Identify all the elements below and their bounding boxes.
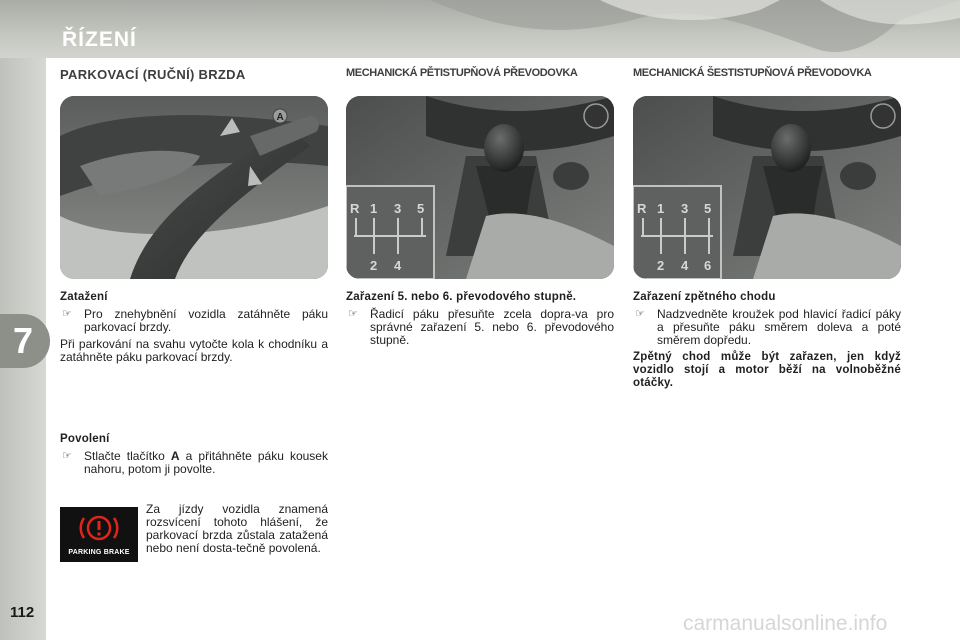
gear-r: R [637, 201, 647, 216]
six-speed-bullet [633, 308, 901, 347]
reverse-warning: Zpětný chod může být zařazen, jen když vozidlo stojí a motor běží na volnoběžné otáčky. [633, 351, 901, 389]
parking-brake-photo [60, 96, 328, 279]
tightening-block [60, 291, 328, 364]
button-a-label: A [276, 112, 284, 123]
heading-six-speed: MECHANICKÁ ŠESTISTUPŇOVÁ PŘEVODOVKA [633, 67, 872, 79]
release-title: Povolení [60, 433, 110, 445]
gear-r: R [350, 201, 360, 216]
gear-5: 5 [417, 201, 425, 216]
release-bullet [60, 450, 328, 476]
five-speed-photo [346, 96, 614, 279]
tightening-bullet-text: Pro znehybnění vozidla zatáhněte páku parkovací brzdy. [84, 307, 328, 334]
release-bullet-pre: Stlačte tlačítko [84, 449, 171, 463]
six-speed-block [633, 291, 901, 390]
section-title: ŘÍZENÍ [62, 28, 137, 51]
gear-4: 4 [681, 258, 689, 273]
page-number: 112 [10, 604, 35, 621]
gear-3: 3 [681, 201, 689, 216]
chapter-number: 7 [13, 320, 34, 361]
bullet-hand-icon: ☞ [62, 308, 72, 320]
five-speed-title: Zařazení 5. nebo 6. převodového stupně. [346, 291, 577, 303]
gear-3: 3 [394, 201, 402, 216]
heading-parking-brake: PARKOVACÍ (RUČNÍ) BRZDA [60, 67, 246, 82]
release-block [60, 433, 328, 480]
six-speed-title: Zařazení zpětného chodu [633, 291, 776, 303]
gear-4: 4 [394, 258, 402, 273]
tightening-paragraph: Při parkování na svahu vytočte kola k chodníku a zatáhněte páku parkovací brzdy. [60, 337, 328, 364]
release-bullet-post: a přitáhněte páku kousek nahoru, potom ji povolte. [84, 449, 328, 476]
watermark: carmanualsonline.info [683, 612, 888, 635]
parking-brake-warning-icon [60, 507, 138, 562]
gear-6: 6 [704, 258, 712, 273]
parking-brake-label: PARKING BRAKE [68, 549, 130, 556]
gear-2: 2 [370, 258, 378, 273]
heading-five-speed: MECHANICKÁ PĚTISTUPŇOVÁ PŘEVODOVKA [346, 67, 578, 79]
tightening-bullet [60, 308, 328, 334]
bullet-hand-icon: ☞ [348, 308, 358, 320]
header-band [0, 0, 960, 58]
header-decoration [0, 0, 960, 58]
tightening-title: Zatažení [60, 291, 108, 303]
warning-text: Za jízdy vozidla znamená rozsvícení tohoto hlášení, že parkovací brzda zůstala zatažená nebo není dosta-tečně povolená. [146, 502, 328, 555]
bullet-hand-icon: ☞ [635, 308, 645, 320]
six-speed-bullet-text: Nadzvedněte kroužek pod hlavicí řadicí páky a přesuňte páku směrem doleva a poté směrem dopředu. [657, 307, 901, 347]
gear-1: 1 [370, 201, 378, 216]
bullet-hand-icon: ☞ [62, 450, 72, 462]
gear-1: 1 [657, 201, 665, 216]
five-speed-block [346, 291, 614, 351]
gear-2: 2 [657, 258, 665, 273]
five-speed-bullet [346, 308, 614, 347]
six-speed-photo [633, 96, 901, 279]
gear-5: 5 [704, 201, 712, 216]
five-speed-bullet-text: Řadicí páku přesuňte zcela dopra-va pro správné zařazení 5. nebo 6. převodového stupně. [370, 307, 614, 347]
release-key-a: A [170, 449, 180, 463]
